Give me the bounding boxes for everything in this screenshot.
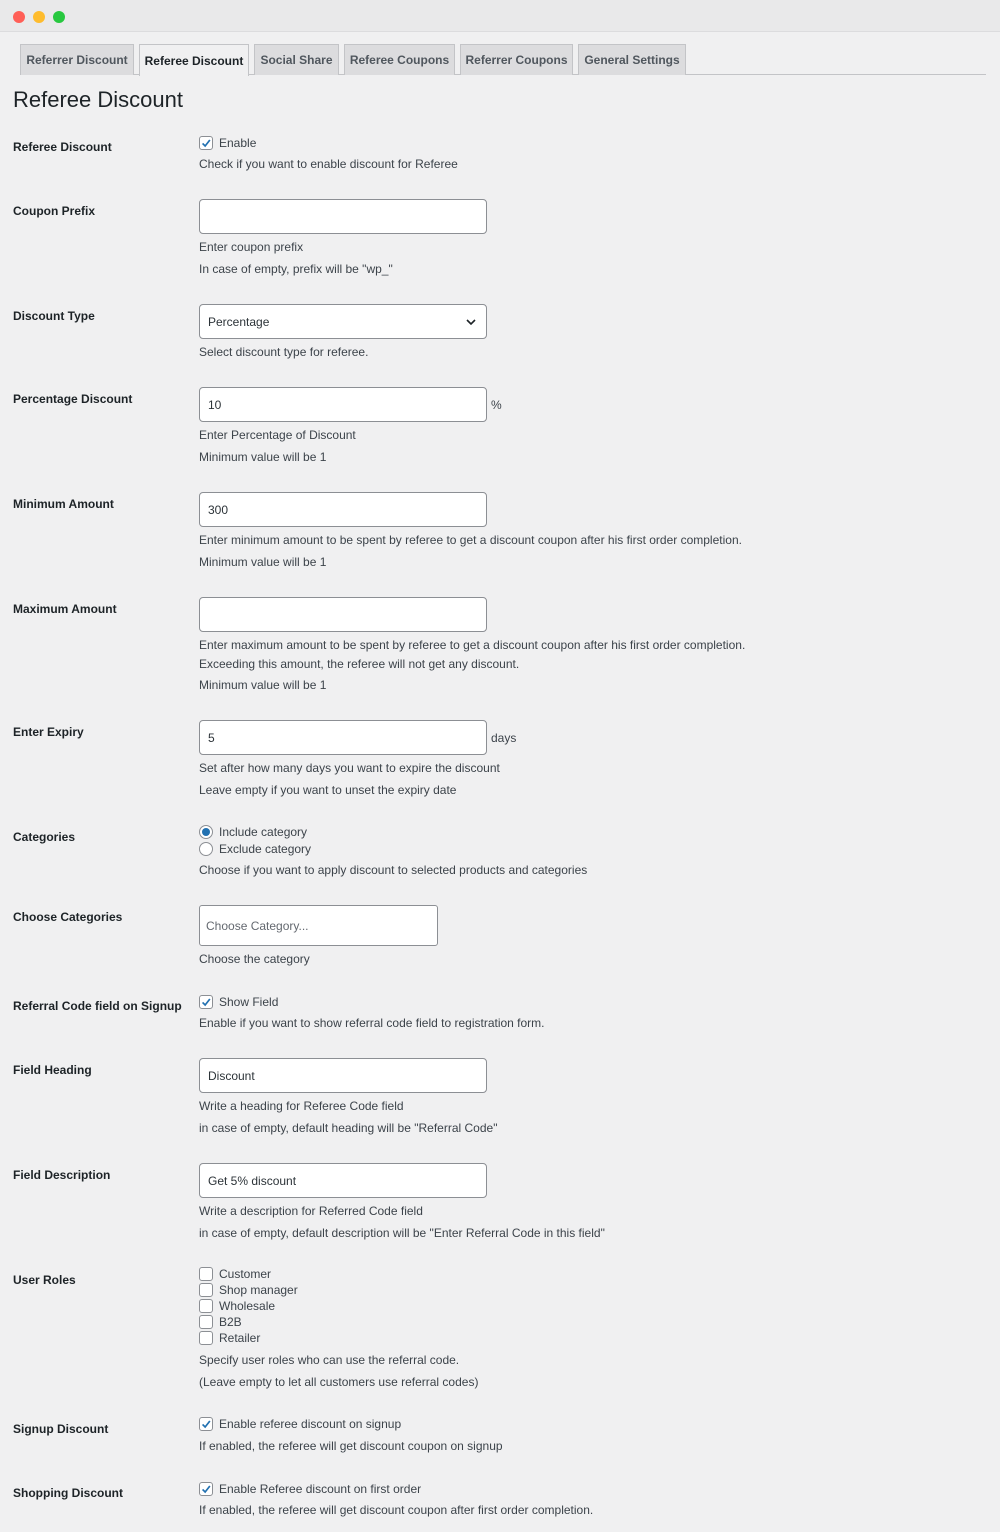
signup-discount-label: Signup Discount <box>13 1422 109 1436</box>
field-heading-note: in case of empty, default heading will be "Referral Code" <box>199 1121 498 1135</box>
role-retailer-checkbox[interactable] <box>199 1331 260 1345</box>
check-icon <box>200 995 212 1009</box>
tab-general-settings[interactable]: General Settings <box>578 44 686 75</box>
check-icon <box>200 1482 212 1496</box>
maximum-amount-label: Maximum Amount <box>13 602 117 616</box>
checkbox-box[interactable] <box>199 1267 213 1281</box>
referral-code-signup-label: Referral Code field on Signup <box>13 999 182 1013</box>
radio-label: Include category <box>219 825 308 839</box>
user-roles-label: User Roles <box>13 1273 76 1287</box>
percentage-discount-input[interactable]: 10 <box>199 387 487 422</box>
expiry-note: Leave empty if you want to unset the expiry date <box>199 783 457 797</box>
checkbox-box[interactable] <box>199 1331 213 1345</box>
expiry-description: Set after how many days you want to expire the discount <box>199 761 500 775</box>
referee-discount-label: Referee Discount <box>13 140 112 154</box>
settings-tabs <box>20 44 986 75</box>
include-category-radio[interactable] <box>199 825 307 839</box>
coupon-prefix-input[interactable] <box>199 199 487 234</box>
maximize-window-button[interactable] <box>53 11 65 23</box>
choose-categories-description: Choose the category <box>199 952 310 966</box>
signup-discount-description: If enabled, the referee will get discount coupon on signup <box>199 1439 503 1453</box>
checkbox-label: Enable <box>219 136 257 150</box>
radio-label: Exclude category <box>219 842 312 856</box>
choose-category-input[interactable]: Choose Category... <box>199 905 438 946</box>
user-roles-description: Specify user roles who can use the referral code. <box>199 1353 460 1367</box>
field-heading-input[interactable]: Discount <box>199 1058 487 1093</box>
tab-referee-discount[interactable]: Referee Discount <box>139 44 249 76</box>
days-suffix: days <box>491 731 517 745</box>
checkbox-label: Retailer <box>219 1331 261 1345</box>
percentage-discount-label: Percentage Discount <box>13 392 133 406</box>
checkbox-box[interactable] <box>199 1283 213 1297</box>
field-description-note: in case of empty, default description will be "Enter Referral Code in this field" <box>199 1226 605 1240</box>
maximum-amount-note: Minimum value will be 1 <box>199 678 327 692</box>
maximum-amount-input[interactable] <box>199 597 487 632</box>
tab-referee-coupons[interactable]: Referee Coupons <box>344 44 455 75</box>
field-heading-description: Write a heading for Referee Code field <box>199 1099 404 1113</box>
field-heading-label: Field Heading <box>13 1063 92 1077</box>
shopping-discount-label: Shopping Discount <box>13 1486 123 1500</box>
check-icon <box>200 1417 212 1431</box>
role-wholesale-checkbox[interactable] <box>199 1299 275 1313</box>
categories-description: Choose if you want to apply discount to selected products and categories <box>199 863 588 877</box>
checkbox-box[interactable] <box>199 1315 213 1329</box>
minimum-amount-note: Minimum value will be 1 <box>199 555 327 569</box>
expiry-input[interactable]: 5 <box>199 720 487 755</box>
radio-selected[interactable] <box>199 825 213 839</box>
discount-type-description: Select discount type for referee. <box>199 345 369 359</box>
choose-categories-label: Choose Categories <box>13 910 123 924</box>
percentage-discount-note: Minimum value will be 1 <box>199 450 327 464</box>
referral-code-signup-description: Enable if you want to show referral code field to registration form. <box>199 1016 545 1030</box>
field-description-description: Write a description for Referred Code field <box>199 1204 423 1218</box>
checkbox-label: Customer <box>219 1267 272 1281</box>
checkbox-box[interactable] <box>199 1417 213 1431</box>
checkbox-label: Enable Referee discount on first order <box>219 1482 422 1496</box>
enable-referee-discount-checkbox[interactable] <box>199 136 256 150</box>
discount-type-value: Percentage <box>208 314 270 329</box>
role-customer-checkbox[interactable] <box>199 1267 271 1281</box>
minimum-amount-description: Enter minimum amount to be spent by referee to get a discount coupon after his first order completion. <box>199 533 742 547</box>
checkbox-label: Wholesale <box>219 1299 276 1313</box>
coupon-prefix-note: In case of empty, prefix will be "wp_" <box>199 262 393 276</box>
signup-discount-checkbox[interactable] <box>199 1417 401 1431</box>
coupon-prefix-description: Enter coupon prefix <box>199 240 304 254</box>
expiry-label: Enter Expiry <box>13 725 84 739</box>
check-icon <box>200 136 212 150</box>
minimum-amount-label: Minimum Amount <box>13 497 114 511</box>
user-roles-note: (Leave empty to let all customers use referral codes) <box>199 1375 479 1389</box>
checkbox-label: B2B <box>219 1315 242 1329</box>
percent-suffix: % <box>491 398 502 412</box>
coupon-prefix-label: Coupon Prefix <box>13 204 96 218</box>
checkbox-box[interactable] <box>199 995 213 1009</box>
referee-discount-description: Check if you want to enable discount for Referee <box>199 157 458 171</box>
minimum-amount-input[interactable]: 300 <box>199 492 487 527</box>
discount-type-select[interactable] <box>199 304 487 339</box>
checkbox-label: Show Field <box>219 995 279 1009</box>
role-b2b-checkbox[interactable] <box>199 1315 242 1329</box>
tab-social-share[interactable]: Social Share <box>254 44 339 75</box>
chevron-down-icon <box>464 315 478 329</box>
show-field-checkbox[interactable] <box>199 995 278 1009</box>
close-window-button[interactable] <box>13 11 25 23</box>
checkbox-box[interactable] <box>199 1299 213 1313</box>
page-title: Referee Discount <box>13 87 183 112</box>
exclude-category-radio[interactable] <box>199 842 311 856</box>
field-description-input[interactable]: Get 5% discount <box>199 1163 487 1198</box>
radio-unselected[interactable] <box>199 842 213 856</box>
minimize-window-button[interactable] <box>33 11 45 23</box>
shopping-discount-checkbox[interactable] <box>199 1482 421 1496</box>
tab-referrer-discount[interactable]: Referrer Discount <box>20 44 134 75</box>
checkbox-box[interactable] <box>199 136 213 150</box>
maximum-amount-warning: Exceeding this amount, the referee will not get any discount. <box>199 657 520 671</box>
checkbox-box[interactable] <box>199 1482 213 1496</box>
field-description-label: Field Description <box>13 1168 111 1182</box>
role-shop-manager-checkbox[interactable] <box>199 1283 298 1297</box>
percentage-discount-description: Enter Percentage of Discount <box>199 428 356 442</box>
window-titlebar <box>0 0 1000 32</box>
maximum-amount-description: Enter maximum amount to be spent by referee to get a discount coupon after his first order completion. <box>199 638 746 652</box>
checkbox-label: Shop manager <box>219 1283 298 1297</box>
categories-label: Categories <box>13 830 76 844</box>
checkbox-label: Enable referee discount on signup <box>219 1417 402 1431</box>
tab-referrer-coupons[interactable]: Referrer Coupons <box>460 44 573 75</box>
shopping-discount-description: If enabled, the referee will get discount coupon after first order completion. <box>199 1503 594 1517</box>
discount-type-label: Discount Type <box>13 309 95 323</box>
